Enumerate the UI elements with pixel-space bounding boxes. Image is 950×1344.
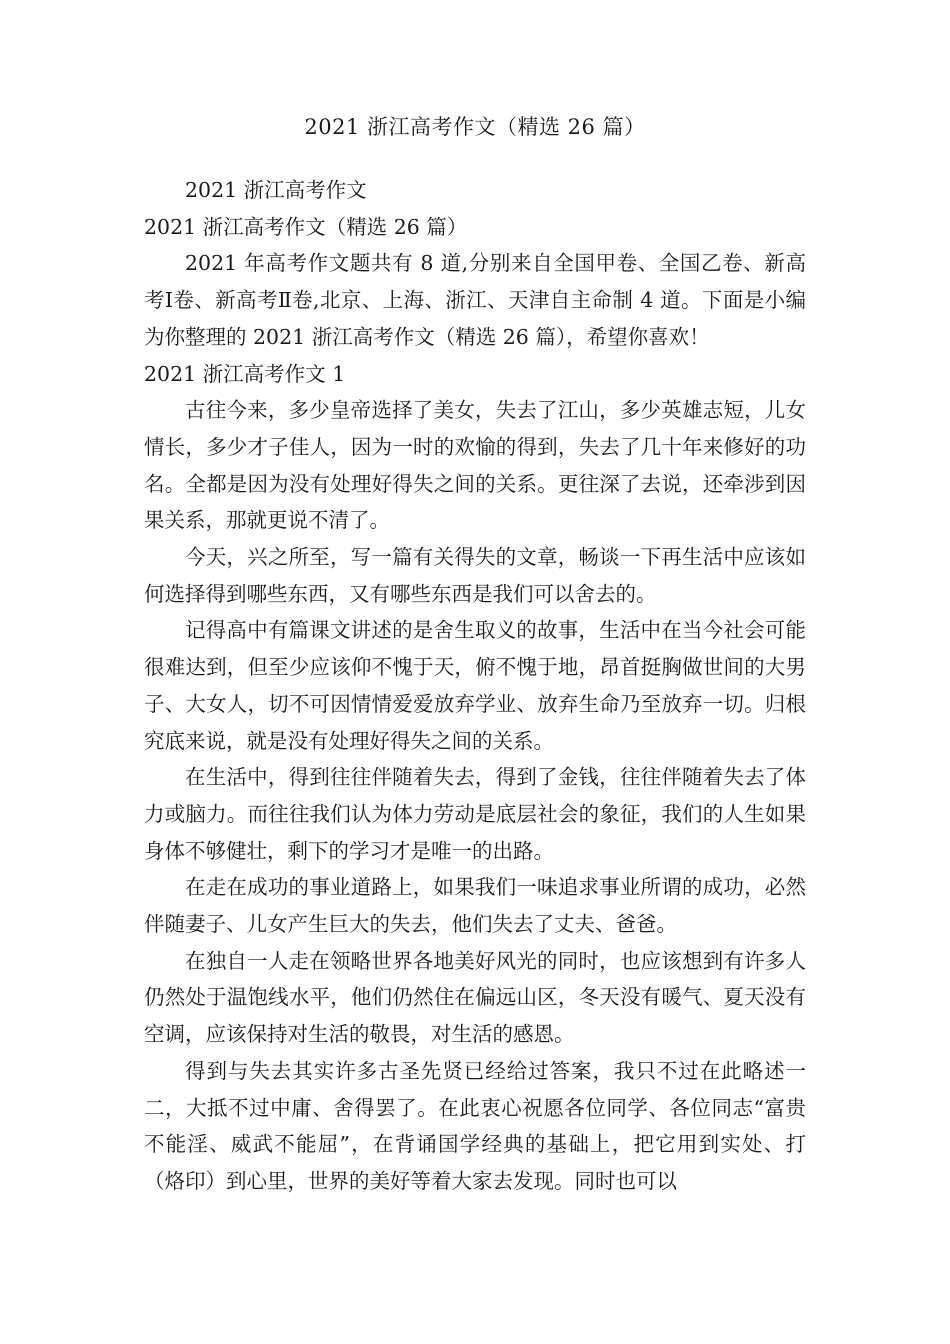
essay-paragraph-7: 得到与失去其实许多古圣先贤已经给过答案，我只不过在此略述一二，大抵不过中庸、舍得罢了。在此衷心祝愿各位同学、各位同志“富贵不能淫、威武不能屈”，在背诵国学经典的基础上，把它用到实处、打（烙印）到心里，世界的美好等着大家去发现。同时也可以: [144, 1058, 806, 1193]
document-title: 2021 浙江高考作文（精选 26 篇）: [304, 115, 646, 139]
essay-paragraph-1: 古往今来，多少皇帝选择了美女，失去了江山，多少英雄志短，儿女情长，多少才子佳人，因为一时的欢愉的得到，失去了几十年来修好的功名。全都是因为没有处理好得失之间的关系。更往深了去说，还牵涉到因果关系，那就更说不清了。: [144, 398, 806, 533]
essay-paragraph-6: 在独自一人走在领略世界各地美好风光的同时，也应该想到有许多人仍然处于温饱线水平，他们仍然住在偏远山区，冬天没有暖气、夏天没有空调，应该保持对生活的敬畏，对生活的感恩。: [144, 948, 806, 1047]
essay-paragraph-5: 在走在成功的事业道路上，如果我们一味追求事业所谓的成功，必然伴随妻子、儿女产生巨大的失去，他们失去了丈夫、爸爸。: [144, 875, 806, 937]
subtitle: 2021 浙江高考作文（精选 26 篇）: [144, 214, 468, 239]
intro-paragraph: 2021 年高考作文题共有 8 道,分别来自全国甲卷、全国乙卷、新高考Ⅰ卷、新高考Ⅱ卷,北京、上海、浙江、天津自主命制 4 道。下面是小编为你整理的 2021 浙江高考作文（精选 26 篇），希望你喜欢！: [144, 251, 806, 349]
essay-paragraph-4: 在生活中，得到往往伴随着失去，得到了金钱，往往伴随着失去了体力或脑力。而往往我们认为体力劳动是底层社会的象征，我们的人生如果身体不够健壮，剩下的学习才是唯一的出路。: [144, 765, 806, 863]
document-body: [144, 172, 806, 1200]
subheading: 2021 浙江高考作文: [185, 178, 367, 202]
essay-paragraph-3: 记得高中有篇课文讲述的是舍生取义的故事，生活中在当今社会可能很难达到，但至少应该仰不愧于天，俯不愧于地，昂首挺胸做世间的大男子、大女人，切不可因情情爱爱放弃学业、放弃生命乃至放弃一切。归根究底来说，就是没有处理好得失之间的关系。: [144, 618, 806, 753]
essay-heading: 2021 浙江高考作文 1: [144, 361, 346, 386]
essay-paragraph-2: 今天，兴之所至，写一篇有关得失的文章，畅谈一下再生活中应该如何选择得到哪些东西，又有哪些东西是我们可以舍去的。: [144, 545, 806, 606]
